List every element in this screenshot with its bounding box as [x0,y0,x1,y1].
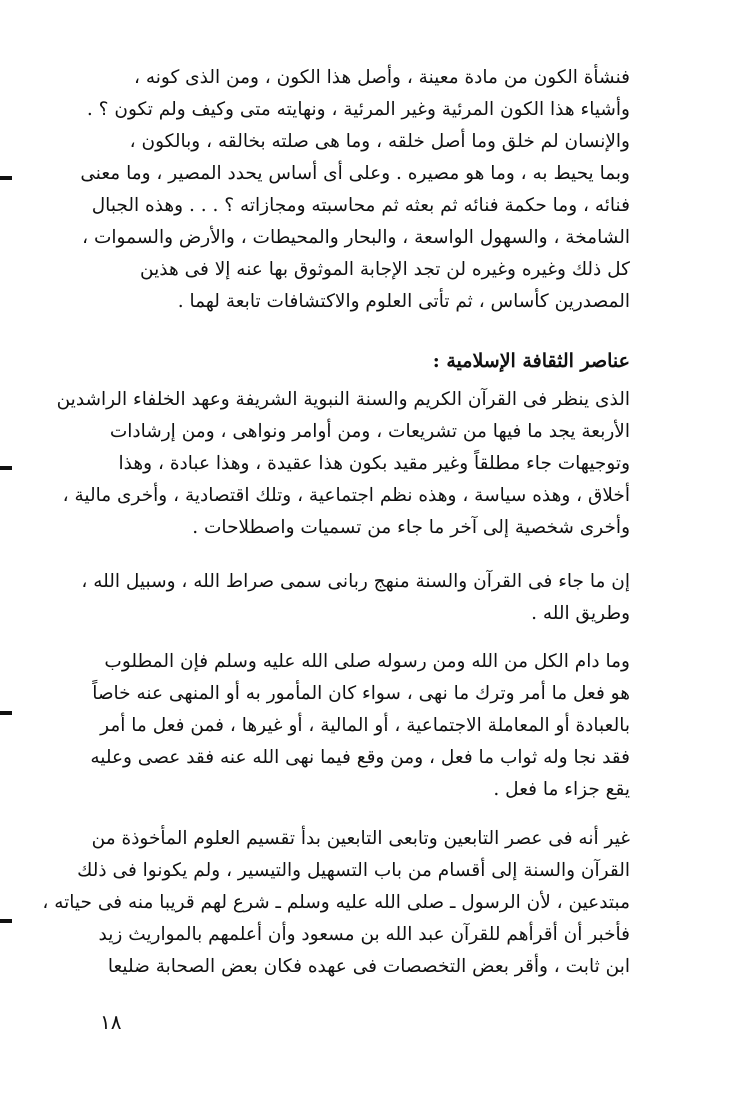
text-line: بالعبادة أو المعاملة الاجتماعية ، أو المالية ، أو غيرها ، فمن فعل ما أمر [100,715,630,736]
text-line: وما دام الكل من الله ومن رسوله صلى الله عليه وسلم فإن المطلوب [104,651,630,672]
text-line: القرآن والسنة إلى أقسام من باب التسهيل والتيسير ، ولم يكونوا فى ذلك [77,860,630,881]
text-line: وأخرى شخصية إلى آخر ما جاء من تسميات واصطلاحات . [192,517,630,538]
paragraph-sources [56,384,630,544]
text-line: كل ذلك وغيره وغيره لن تجد الإجابة الموثوق بها عنه إلا فى هذين [140,259,630,280]
text-line: إن ما جاء فى القرآن والسنة منهج ربانى سمى صراط الله ، وسبيل الله ، [81,571,630,592]
scan-edge-mark [0,176,12,180]
text-line: الشامخة ، والسهول الواسعة ، والبحار والمحيطات ، والأرض والسموات ، [82,227,630,248]
text-line: يقع جزاء ما فعل . [493,779,630,800]
text-line: فأخبر أن أقرأهم للقرآن عبد الله بن مسعود وأن أعلمهم بالمواريث زيد [98,924,630,945]
text-line: وطريق الله . [531,603,630,624]
section-heading: عناصر الثقافة الإسلامية : [432,350,630,372]
scan-edge-mark [0,919,12,923]
scan-edge-mark [0,711,12,715]
text-line: فقد نجا وله ثواب ما فعل ، ومن وقع فيما نهى الله عنه فقد عصى وعليه [90,747,630,768]
text-line: فنائه ، وما حكمة فنائه ثم بعثه ثم محاسبته ومجازاته ؟ . . . وهذه الجبال [91,195,630,216]
paragraph-path [81,566,630,630]
text-line: هو فعل ما أمر وترك ما نهى ، سواء كان المأمور به أو المنهى عنه خاصاً [92,683,630,704]
text-line: ابن ثابت ، وأقر بعض التخصصات فى عهده فكان بعض الصحابة ضليعا [107,956,630,977]
text-line: وبما يحيط به ، وما هو مصيره . وعلى أى أساس يحدد المصير ، وما معنى [80,163,630,184]
text-line: أخلاق ، وهذه سياسة ، وهذه نظم اجتماعية ، وتلك اقتصادية ، وأخرى مالية ، [62,485,630,506]
text-line: الأربعة يجد ما فيها من تشريعات ، ومن أوامر ونواهى ، ومن إرشادات [109,421,630,442]
text-line: والإنسان لم خلق وما أصل خلقه ، وما هى صلته بخالقه ، وبالكون ، [129,131,630,152]
text-line: المصدرين كأساس ، ثم تأتى العلوم والاكتشافات تابعة لهما . [177,291,630,312]
page-number: ١٨ [100,1010,122,1034]
text-line: الذى ينظر فى القرآن الكريم والسنة النبوية الشريفة وعهد الخلفاء الراشدين [56,389,630,410]
text-line: غير أنه فى عصر التابعين وتابعى التابعين بدأ تقسيم العلوم المأخوذة من [91,828,630,849]
text-line: فنشأة الكون من مادة معينة ، وأصل هذا الكون ، ومن الذى كونه ، [133,67,630,88]
text-line: وأشياء هذا الكون المرئية وغير المرئية ، ونهايته متى وكيف ولم تكون ؟ . [86,99,630,120]
text-line: مبتدعين ، لأن الرسول ـ صلى الله عليه وسلم ـ شرع لهم قريبا منه فى حياته ، [42,892,630,913]
paragraph-obedience [90,646,630,806]
paragraph-classification [42,823,630,983]
text-line: وتوجيهات جاء مطلقاً وغير مقيد بكون هذا عقيدة ، وهذا عبادة ، وهذا [118,453,630,474]
scan-edge-mark [0,466,12,470]
paragraph-origins [80,62,630,318]
